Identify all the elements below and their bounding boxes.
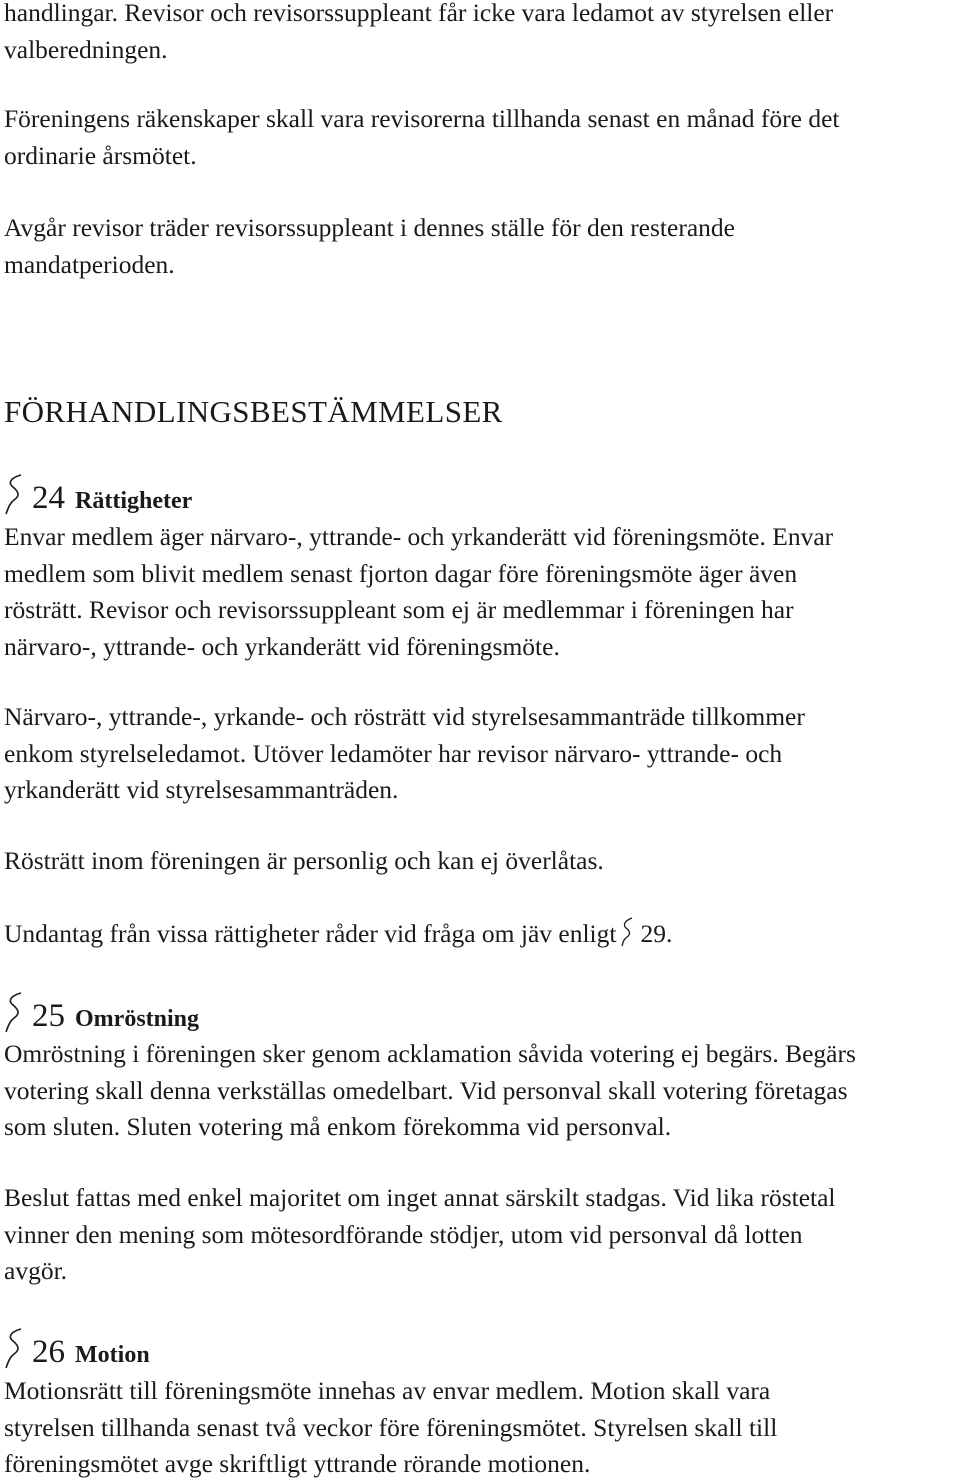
paragraph-heading-24: [4, 470, 192, 516]
text-line: närvaro-, yttrande- och yrkanderätt vid föreningsmöte.: [4, 631, 560, 661]
text-line: Envar medlem äger närvaro-, yttrande- och yrkanderätt vid föreningsmöte. Envar: [4, 522, 834, 551]
text-line: Avgår revisor träder revisorssuppleant i dennes ställe för den resterande: [4, 213, 735, 242]
section-heading: FÖRHANDLINGSBESTÄMMELSER: [4, 394, 503, 429]
text-line: handlingar. Revisor och revisorssuppleant får icke vara ledamot av styrelsen eller: [4, 0, 834, 27]
text-line: ordinarie årsmötet.: [4, 140, 197, 170]
text-line: avgör.: [4, 1256, 68, 1285]
paragraph-number: 24: [32, 480, 65, 516]
section-sign-icon: [4, 1326, 24, 1370]
text-line: vinner den mening som mötesordförande stödjer, utom vid personval då lotten: [4, 1219, 803, 1249]
text-line: valberedningen.: [4, 34, 168, 64]
text-line: som sluten. Sluten votering må enkom förekomma vid personval.: [4, 1112, 672, 1141]
section-25-paragraph-2: [4, 1180, 954, 1290]
text-line: rösträtt. Revisor och revisorssuppleant som ej är medlemmar i föreningen har: [4, 595, 794, 624]
text-line: Beslut fattas med enkel majoritet om inget annat särskilt stadgas. Vid lika röstetal: [4, 1183, 836, 1212]
text-line: föreningsmötet avge skriftligt yttrande rörande motionen.: [4, 1449, 591, 1478]
section-reference: 29.: [640, 919, 673, 948]
intro-paragraph-1: [4, 0, 954, 68]
section-24-paragraph-1: [4, 519, 954, 665]
text-line: medlem som blivit medlem senast fjorton dagar före föreningsmöte äger även: [4, 558, 798, 588]
text-line: Motionsrätt till föreningsmöte innehas av envar medlem. Motion skall vara: [4, 1376, 771, 1405]
section-24-exception: [4, 916, 954, 953]
text-line: Föreningens räkenskaper skall vara revisorerna tillhanda senast en månad före det: [4, 104, 840, 133]
paragraph-number: 26: [32, 1334, 65, 1370]
text-line: Undantag från vissa rättigheter råder vid fråga om jäv enligt: [4, 919, 617, 948]
section-24-paragraph-3: [4, 843, 954, 880]
intro-paragraph-3: [4, 210, 954, 283]
paragraph-title: Rättigheter: [75, 488, 193, 514]
text-line: Rösträtt inom föreningen är personlig och kan ej överlåtas.: [4, 846, 604, 875]
intro-paragraph-2: [4, 101, 954, 174]
section-25-paragraph-1: [4, 1036, 954, 1146]
section-26-paragraph-1: [4, 1373, 954, 1483]
section-sign-icon: [4, 990, 24, 1034]
text-line: mandatperioden.: [4, 249, 175, 279]
text-line: enkom styrelseledamot. Utöver ledamöter har revisor närvaro- yttrande- och: [4, 738, 783, 768]
paragraph-heading-26: [4, 1324, 150, 1370]
text-line: Omröstning i föreningen sker genom acklamation såvida votering ej begärs. Begärs: [4, 1039, 856, 1068]
text-line: Närvaro-, yttrande-, yrkande- och rösträtt vid styrelsesammanträde tillkommer: [4, 702, 805, 731]
paragraph-heading-25: [4, 988, 199, 1034]
text-line: votering skall denna verkställas omedelbart. Vid personval skall votering företagas: [4, 1075, 848, 1105]
section-sign-icon: [620, 916, 634, 948]
paragraph-number: 25: [32, 998, 65, 1034]
paragraph-title: Motion: [75, 1342, 150, 1368]
text-line: styrelsen tillhanda senast två veckor före föreningsmötet. Styrelsen skall till: [4, 1412, 778, 1442]
section-sign-icon: [4, 472, 24, 516]
section-24-paragraph-2: [4, 699, 954, 809]
text-line: yrkanderätt vid styrelsesammanträden.: [4, 775, 399, 804]
paragraph-title: Omröstning: [75, 1006, 200, 1032]
